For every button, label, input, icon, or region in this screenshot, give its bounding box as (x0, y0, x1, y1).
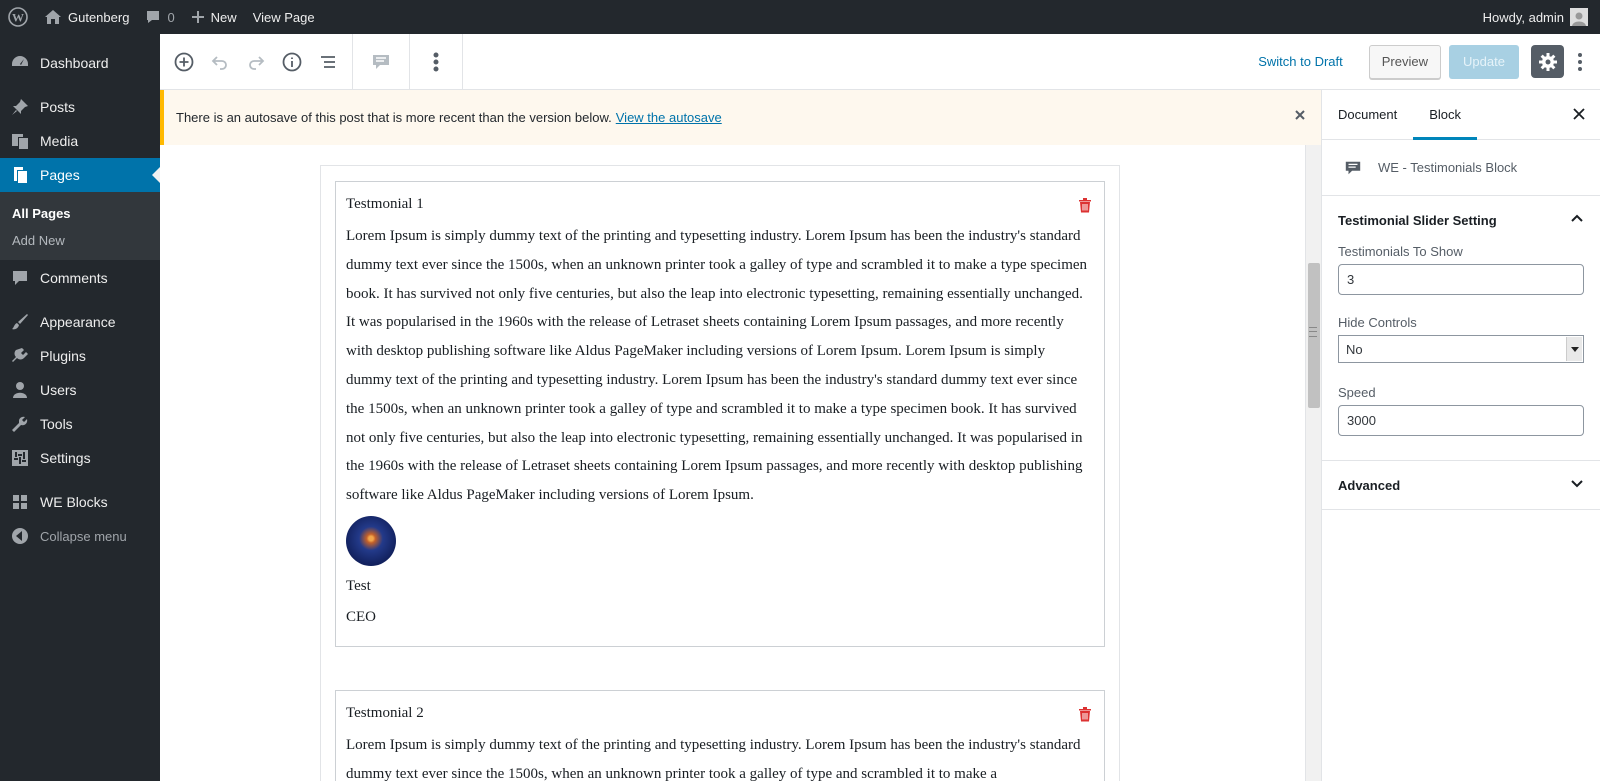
testimonials-to-show-label: Testimonials To Show (1338, 244, 1463, 259)
new-content-link[interactable] (183, 0, 245, 34)
testimonials-block[interactable] (320, 165, 1120, 781)
howdy-user[interactable]: Howdy, admin (1482, 9, 1564, 25)
tab-document[interactable]: Document (1338, 107, 1398, 122)
preview-button[interactable]: Preview (1369, 45, 1441, 79)
block-type-button[interactable] (363, 44, 399, 80)
testimonial-title[interactable]: Testmonial 1 (346, 196, 424, 212)
collapse-menu-button[interactable] (0, 519, 160, 553)
redo-button[interactable] (238, 44, 274, 80)
delete-testimonial-button[interactable] (1078, 197, 1092, 217)
menu-users[interactable] (0, 373, 160, 407)
testimonial-avatar[interactable] (346, 516, 396, 566)
more-menu-button[interactable] (1568, 44, 1592, 80)
editor-header (160, 34, 1600, 90)
undo-icon (209, 51, 231, 73)
home-icon (44, 9, 62, 25)
info-icon (281, 51, 303, 73)
tab-block[interactable]: Block (1413, 90, 1477, 140)
testimonial-title[interactable]: Testmonial 2 (346, 705, 424, 721)
testimonial-content[interactable]: Lorem Ipsum is simply dummy text of the printing and typesetting industry. Lorem Ipsum has been the industry's standard dummy text ever since the 1500s, when an unknown printer took a galley of type and scrambled it to make a type specimen book. It has survived not only five centuries, but also the leap into electronic typesetting, remaining essentially unchanged. It was popularised in the 1960s with the release of Letraset sheets containing Lorem Ipsum passages, and more recently with desktop publishing software like Aldus PageMaker including versions of Lorem Ipsum. Lorem Ipsum is simply dummy text of the printing and typesetting industry. Lorem Ipsum has been the industry's standard dummy text ever since the 1500s, when an unknown printer took a galley of type and scrambled it to make a type specimen book. It has survived not only five centuries, but also the leap into electronic typesetting, remaining essentially unchanged. It was popularised in the 1960s with the release of Letraset sheets containing Lorem Ipsum passages, and more recently with desktop publishing software like Aldus PageMaker including versions of Lorem Ipsum. (346, 228, 1088, 504)
redo-icon (245, 51, 267, 73)
comment-bubble-icon (145, 9, 161, 25)
menu-tools-label: Tools (40, 416, 73, 432)
chevron-up-icon (1570, 213, 1584, 223)
menu-dashboard[interactable] (0, 46, 160, 80)
trash-icon (1078, 706, 1092, 722)
settings-sidebar (1321, 90, 1600, 781)
admin-bar (0, 0, 1600, 34)
autosave-notice (160, 90, 1321, 145)
slider-settings-panel (1322, 196, 1600, 461)
close-icon (1572, 107, 1586, 121)
grid-icon (10, 492, 30, 512)
sidebar-tabs (1322, 90, 1600, 140)
menu-we-blocks[interactable] (0, 485, 160, 519)
close-icon (1293, 108, 1307, 122)
pages-submenu (0, 192, 160, 260)
site-name: Gutenberg (68, 9, 130, 25)
submenu-add-new[interactable]: Add New (12, 233, 65, 248)
admin-menu (0, 34, 160, 781)
block-navigation-button[interactable] (310, 44, 346, 80)
editor-scrollbar[interactable] (1305, 145, 1321, 781)
testimonial-role[interactable]: CEO (346, 608, 376, 625)
vertical-ellipsis-icon (433, 52, 439, 72)
menu-posts[interactable] (0, 90, 160, 124)
user-avatar[interactable] (1570, 8, 1588, 26)
menu-plugins-label: Plugins (40, 348, 86, 364)
comments-count: 0 (167, 9, 175, 25)
pushpin-icon (10, 97, 30, 117)
view-page-label: View Page (252, 9, 315, 25)
close-sidebar-button[interactable] (1572, 107, 1586, 124)
block-card (1322, 140, 1600, 196)
menu-pages-label: Pages (40, 167, 80, 183)
dashboard-icon (10, 53, 30, 73)
media-icon (10, 131, 30, 151)
testimonial-content[interactable]: Lorem Ipsum is simply dummy text of the printing and typesetting industry. Lorem Ipsum has been the industry's standard dummy text ever since the 1500s, when an unknown printer took a galley of type and scrambled it to make a (346, 737, 1081, 781)
menu-posts-label: Posts (40, 99, 76, 115)
paintbrush-icon (10, 312, 30, 332)
select-arrow-icon (1566, 337, 1582, 361)
collapse-arrow-icon (10, 526, 30, 546)
menu-media-label: Media (40, 133, 79, 149)
menu-appearance-label: Appearance (40, 314, 116, 330)
advanced-toggle[interactable] (1322, 461, 1600, 509)
wordpress-logo-icon[interactable] (0, 0, 36, 34)
menu-settings-label: Settings (40, 450, 91, 466)
menu-plugins[interactable] (0, 339, 160, 373)
menu-comments[interactable] (0, 261, 160, 295)
testimonial-item[interactable] (335, 181, 1105, 647)
submenu-all-pages[interactable]: All Pages (12, 206, 71, 221)
testimonial-block-icon (371, 52, 391, 72)
menu-we-blocks-label: WE Blocks (40, 494, 108, 510)
speed-label: Speed (1338, 385, 1376, 400)
testimonials-to-show-input[interactable]: 3 (1338, 264, 1584, 295)
hide-controls-select[interactable] (1338, 335, 1584, 363)
menu-settings[interactable] (0, 441, 160, 475)
slider-settings-toggle[interactable] (1322, 196, 1600, 244)
update-button[interactable]: Update (1449, 45, 1519, 79)
collapse-menu-label: Collapse menu (40, 528, 127, 544)
trash-icon (1078, 197, 1092, 213)
menu-tools[interactable] (0, 407, 160, 441)
svg-text:W: W (12, 10, 24, 25)
speed-input[interactable]: 3000 (1338, 405, 1584, 436)
editor-canvas (160, 145, 1305, 781)
block-name: WE - Testimonials Block (1378, 160, 1518, 175)
menu-pages[interactable] (0, 158, 160, 192)
gear-icon (1538, 52, 1558, 72)
plus-icon (191, 10, 205, 24)
comments-link[interactable] (137, 0, 182, 34)
more-tools-button[interactable] (418, 44, 454, 80)
scrollbar-grip (1309, 327, 1317, 337)
menu-dashboard-label: Dashboard (40, 55, 109, 71)
panel-title: Testimonial Slider Setting (1338, 212, 1497, 228)
dismiss-notice-button[interactable] (1293, 108, 1307, 125)
site-name-link[interactable] (36, 0, 137, 34)
undo-button[interactable] (202, 44, 238, 80)
list-icon (317, 51, 339, 73)
notice-text: There is an autosave of this post that is more recent than the version below. (176, 110, 612, 125)
hide-controls-value: No (1346, 341, 1363, 357)
comment-bubble-icon (10, 268, 30, 288)
settings-sliders-icon (10, 448, 30, 468)
view-page-link[interactable] (245, 0, 323, 34)
plugin-icon (10, 346, 30, 366)
testimonial-name[interactable]: Test (346, 577, 371, 594)
advanced-title: Advanced (1338, 477, 1401, 493)
vertical-ellipsis-icon (1577, 52, 1583, 72)
info-button[interactable] (274, 44, 310, 80)
menu-users-label: Users (40, 382, 77, 398)
add-block-button[interactable] (166, 44, 202, 80)
delete-testimonial-button[interactable] (1078, 706, 1092, 726)
advanced-panel (1322, 461, 1600, 510)
menu-appearance[interactable] (0, 305, 160, 339)
testimonial-block-icon (1344, 159, 1362, 177)
wrench-icon (10, 414, 30, 434)
user-silhouette-icon (1571, 10, 1587, 26)
menu-comments-label: Comments (40, 270, 108, 286)
user-icon (10, 380, 30, 400)
switch-to-draft-button[interactable]: Switch to Draft (1258, 54, 1343, 69)
new-label: New (210, 9, 237, 25)
view-autosave-link[interactable]: View the autosave (615, 110, 722, 125)
pages-icon (10, 165, 30, 185)
add-block-icon (173, 51, 195, 73)
settings-toggle-button[interactable] (1531, 45, 1564, 78)
menu-media[interactable] (0, 124, 160, 158)
chevron-down-icon (1570, 478, 1584, 488)
testimonial-item[interactable] (335, 690, 1105, 781)
hide-controls-label: Hide Controls (1338, 315, 1417, 330)
